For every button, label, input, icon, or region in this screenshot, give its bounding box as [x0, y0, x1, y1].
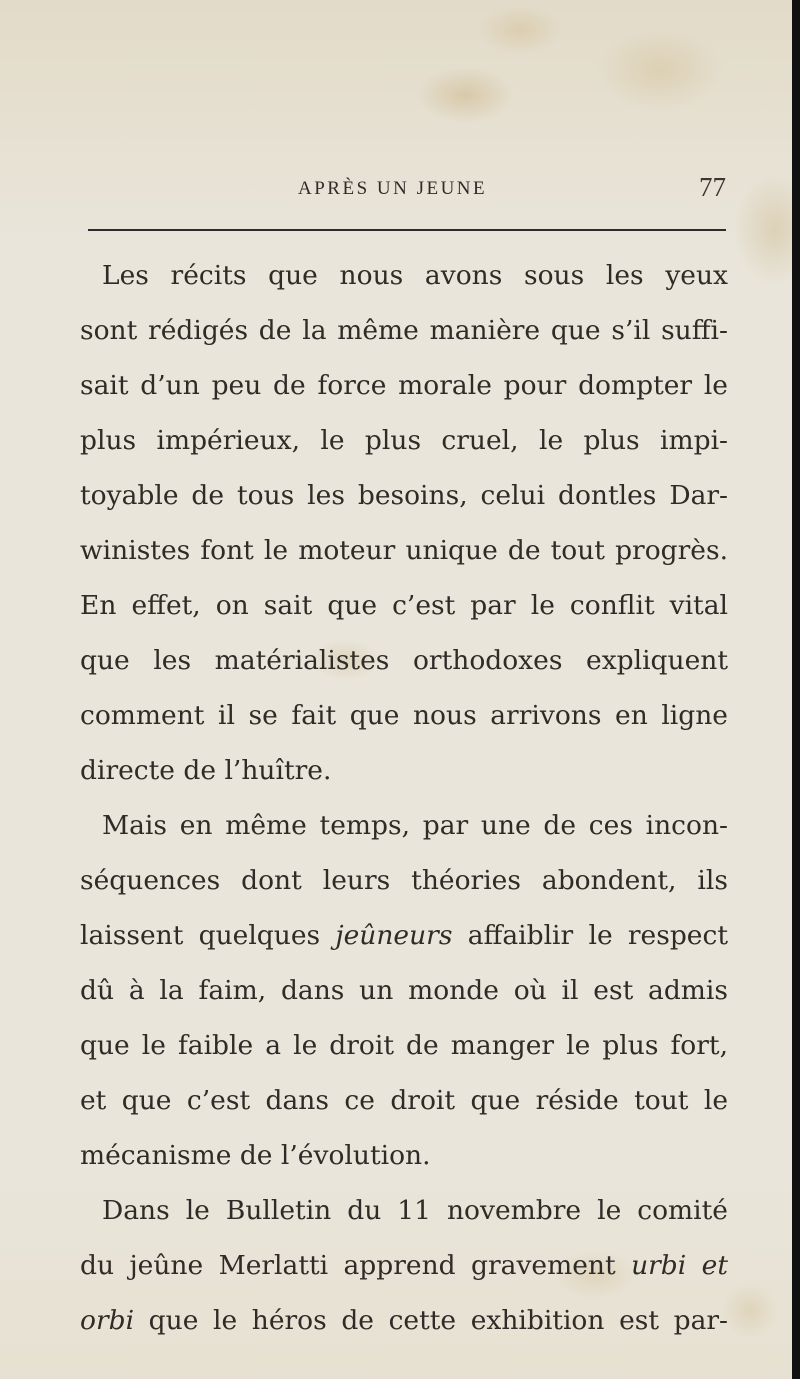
text-line: toyable de tous les besoins, celui dontles Dar-	[80, 480, 728, 511]
header-rule	[88, 229, 726, 231]
text-line: Mais en même temps, par une de ces incon-	[102, 810, 728, 841]
text-line: que les matérialistes orthodoxes expliquent	[80, 645, 728, 676]
text-fragment: du jeûne Merlatti apprend gravement	[80, 1250, 616, 1281]
scan-edge	[792, 0, 800, 1379]
text-line: En effet, on sait que c’est par le conflit vital	[80, 590, 728, 621]
italic-word: orbi	[80, 1305, 135, 1336]
page-header	[88, 170, 728, 210]
text-line	[80, 908, 728, 963]
body-text	[80, 248, 728, 1348]
text-line: winistes font le moteur unique de tout progrès.	[80, 535, 728, 566]
italic-phrase: urbi et	[631, 1250, 728, 1281]
text-line: mécanisme de l’évolution.	[80, 1140, 431, 1171]
text-line: Dans le Bulletin du 11 novembre le comité	[102, 1195, 728, 1226]
text-line: sont rédigés de la même manière que s’il suffi-	[80, 315, 728, 346]
running-title: APRÈS UN JEUNE	[298, 178, 488, 199]
italic-word: jeûneurs	[335, 920, 453, 951]
text-line: et que c’est dans ce droit que réside tout le	[80, 1085, 728, 1116]
text-line: que le faible a le droit de manger le plus fort,	[80, 1030, 728, 1061]
text-fragment: laissent quelques	[80, 920, 321, 951]
text-line: directe de l’huître.	[80, 755, 332, 786]
text-line: séquences dont leurs théories abondent, ils	[80, 865, 728, 896]
text-line	[80, 1238, 728, 1293]
text-fragment: que le héros de cette exhibition est par-	[148, 1305, 728, 1336]
text-line: comment il se fait que nous arrivons en ligne	[80, 700, 728, 731]
text-line: Les récits que nous avons sous les yeux	[102, 260, 728, 291]
text-line: plus impérieux, le plus cruel, le plus impi-	[80, 425, 728, 456]
text-line: sait d’un peu de force morale pour dompter le	[80, 370, 728, 401]
text-line: dû à la faim, dans un monde où il est admis	[80, 975, 728, 1006]
text-line	[80, 1293, 728, 1348]
page-number: 77	[699, 172, 726, 202]
text-fragment: affaiblir le respect	[467, 920, 728, 951]
